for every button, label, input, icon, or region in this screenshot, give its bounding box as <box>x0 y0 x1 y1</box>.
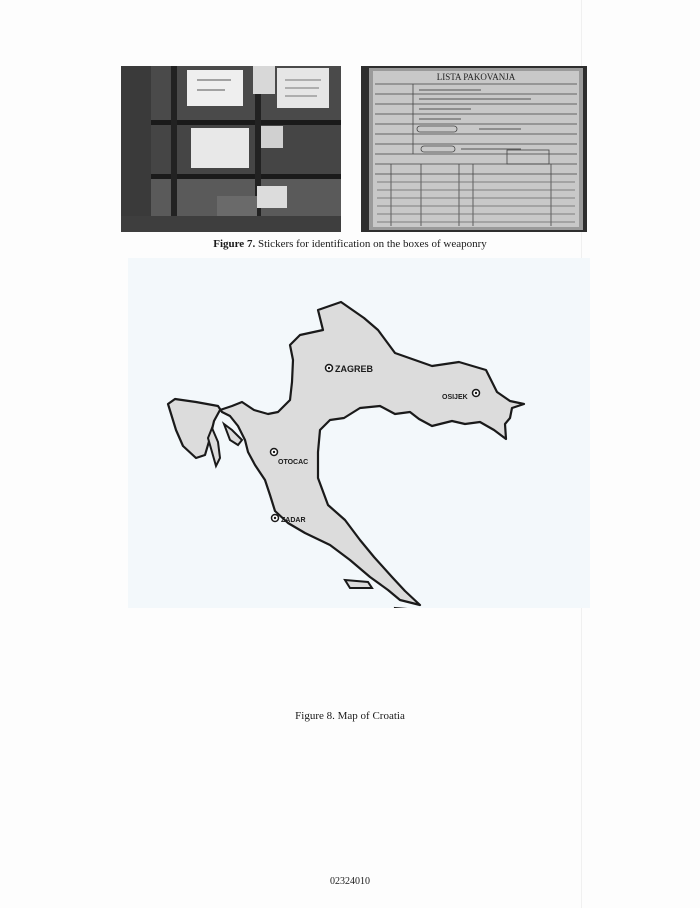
croatia-map-svg <box>128 258 590 608</box>
croatia-mainland-outline <box>168 302 524 605</box>
packing-list-heading: LISTA PAKOVANJA <box>436 72 516 82</box>
osijek-label: OSIJEK <box>442 394 468 401</box>
cres-island <box>208 428 220 466</box>
figure-8-caption: Figure 8. Map of Croatia <box>295 710 405 722</box>
figure-7-label: Figure 7. <box>213 238 256 250</box>
zagreb-label: ZAGREB <box>335 364 373 374</box>
croatia-map <box>128 258 590 608</box>
zadar-label: ZADAR <box>281 517 306 524</box>
packing-list-image <box>361 66 587 232</box>
otocac-label: OTOCAC <box>278 459 309 466</box>
packing-list-photo <box>361 66 587 232</box>
figure-7-text: Stickers for identification on the boxes of weaponry <box>255 238 487 250</box>
brac-island <box>345 580 372 588</box>
page-number: 02324010 <box>330 876 370 887</box>
figure-7-caption <box>0 238 700 250</box>
weapon-boxes-photo <box>121 66 341 232</box>
weapon-boxes-image <box>121 66 341 232</box>
